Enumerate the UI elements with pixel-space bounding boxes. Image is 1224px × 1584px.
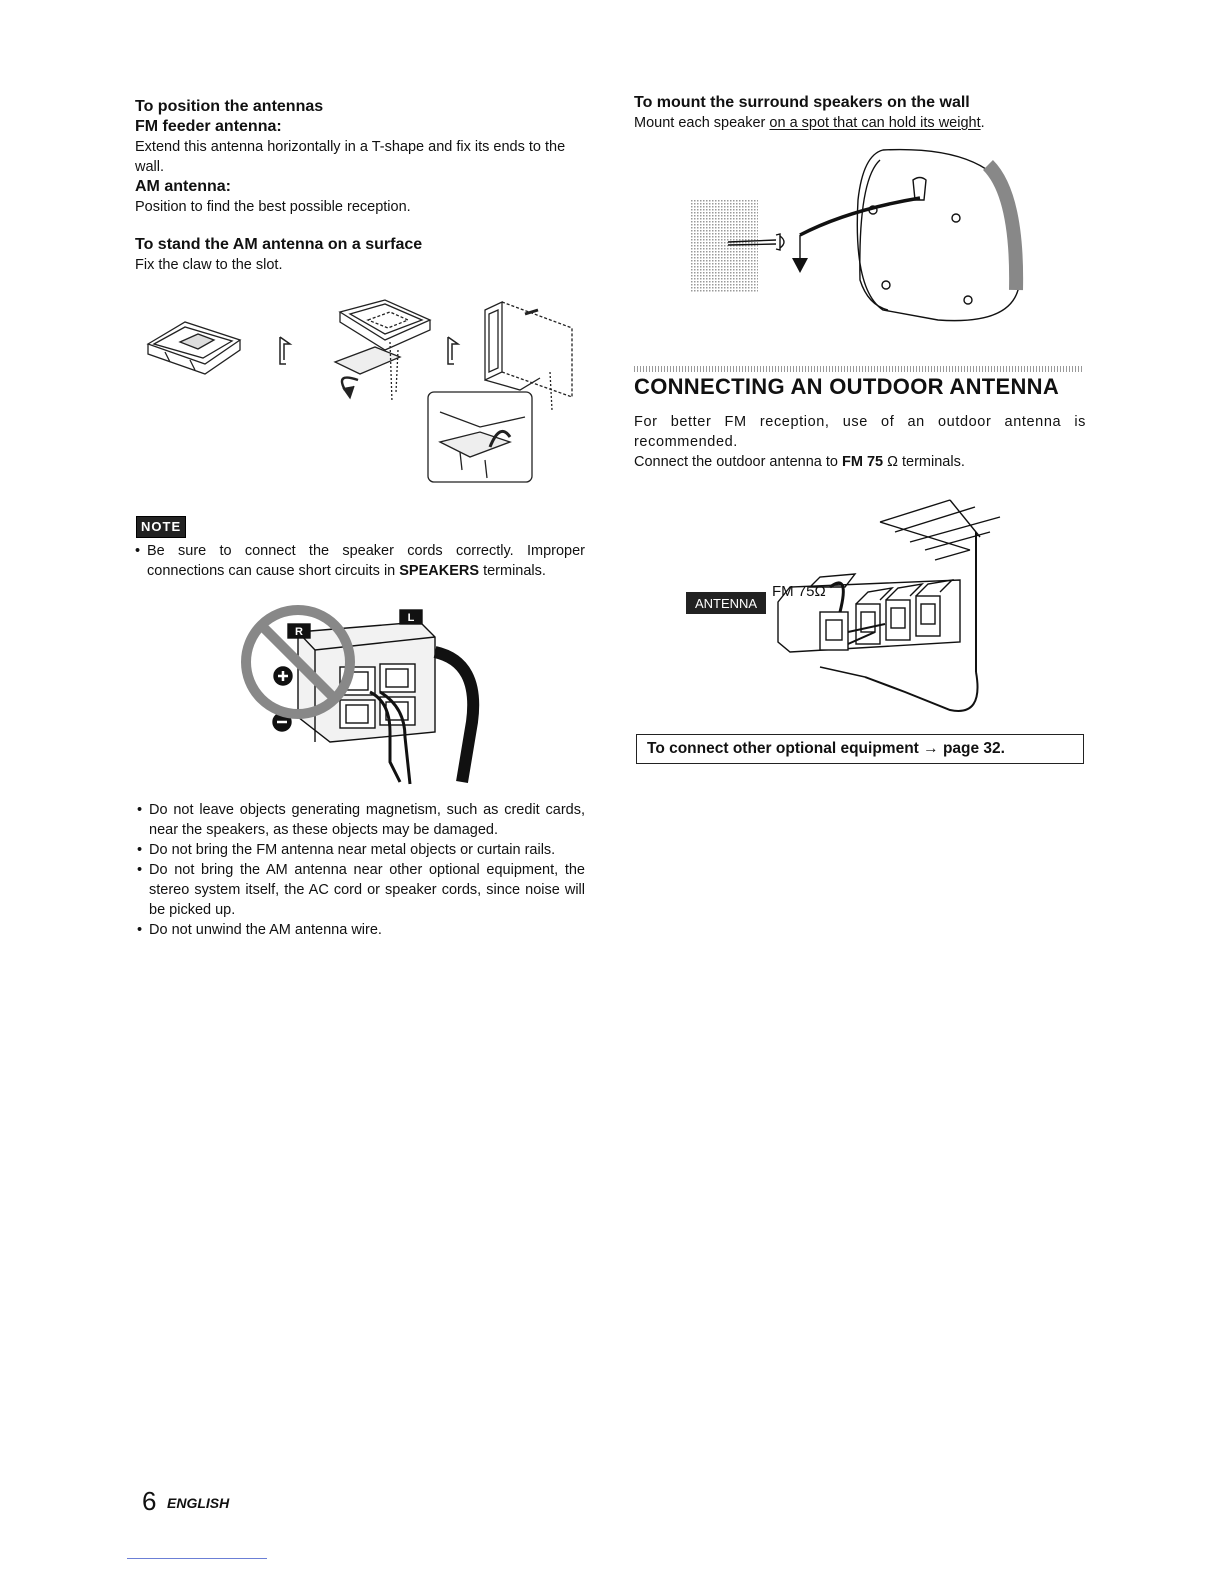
note-section bbox=[136, 516, 186, 538]
left-column bbox=[135, 96, 585, 275]
stand-am-antenna-text: Fix the claw to the slot. bbox=[135, 257, 283, 273]
outdoor-antenna-connect-text: Connect the outdoor antenna to FM 75 Ω terminals. bbox=[634, 454, 965, 470]
position-antennas-heading: To position the antennas bbox=[135, 98, 324, 115]
note-badge: NOTE bbox=[136, 516, 186, 538]
am-antenna-heading: AM antenna: bbox=[135, 178, 231, 195]
footer-rule bbox=[127, 1558, 267, 1559]
stand-am-antenna-heading: To stand the AM antenna on a surface bbox=[135, 236, 423, 253]
arrow-right-icon: → bbox=[923, 740, 939, 757]
am-antenna-illustration bbox=[140, 292, 580, 492]
language-label: ENGLISH bbox=[167, 1495, 230, 1511]
wall-mount-illustration bbox=[688, 140, 1028, 330]
caution-item: • Do not leave objects generating magnetism, such as credit cards, near the speakers, as these objects may be damaged. bbox=[137, 800, 585, 840]
crossref-page: page 32. bbox=[942, 740, 1005, 757]
crossref-box bbox=[636, 734, 1084, 764]
fm-terminal-label: FM 75Ω bbox=[772, 583, 826, 600]
note-text-block bbox=[135, 541, 585, 581]
outdoor-antenna-section bbox=[634, 374, 1086, 472]
mount-speakers-heading: To mount the surround speakers on the wall bbox=[634, 94, 970, 111]
mount-speakers-text: Mount each speaker on a spot that can hold its weight. bbox=[634, 115, 985, 131]
caution-item: • Do not bring the AM antenna near other optional equipment, the stereo system itself, the AC cord or speaker cords, since noise will be picked up. bbox=[137, 860, 585, 920]
fm-antenna-heading: FM feeder antenna: bbox=[135, 118, 282, 135]
speaker-terminal-illustration bbox=[240, 592, 500, 792]
outdoor-antenna-text: For better FM reception, use of an outdoor antenna is recommended. bbox=[634, 414, 1086, 450]
caution-item: • Do not unwind the AM antenna wire. bbox=[137, 920, 585, 940]
terminal-r-label: R bbox=[295, 626, 303, 638]
crossref-text: To connect other optional equipment bbox=[647, 740, 919, 757]
section-divider bbox=[634, 366, 1082, 372]
fm-antenna-text: Extend this antenna horizontally in a T-shape and fix its ends to the wall. bbox=[135, 139, 566, 175]
caution-list bbox=[137, 800, 585, 940]
antenna-label: ANTENNA bbox=[694, 596, 758, 611]
outdoor-antenna-title: CONNECTING AN OUTDOOR ANTENNA bbox=[634, 374, 1060, 399]
caution-item: • Do not bring the FM antenna near metal objects or curtain rails. bbox=[137, 840, 585, 860]
am-antenna-text: Position to find the best possible reception. bbox=[135, 199, 411, 215]
right-column bbox=[634, 92, 1086, 133]
note-item: • Be sure to connect the speaker cords correctly. Improper connections can cause short circuits in SPEAKERS terminals. bbox=[135, 541, 585, 581]
outdoor-antenna-illustration bbox=[680, 492, 1010, 722]
page-number: 6 bbox=[142, 1486, 157, 1516]
terminal-l-label: L bbox=[407, 612, 415, 624]
